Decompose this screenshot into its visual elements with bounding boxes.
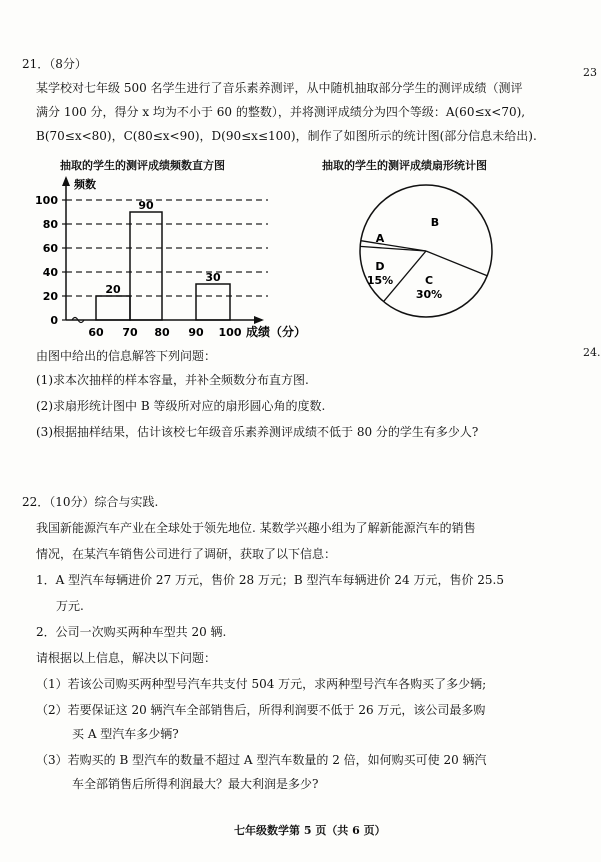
frequency-histogram [0,170,320,345]
pie-slice-boundary [361,241,426,251]
q22-sub3: （3）若购买的 B 型汽车的数量不超过 A 型汽车数量的 2 倍，如何购买可使 20 辆汽 [36,753,487,767]
x-tick-label: 100 [218,326,242,339]
x-tick-label: 70 [122,326,138,339]
y-tick-label: 80 [42,218,58,231]
y-tick-label: 40 [42,266,58,279]
x-axis-label: 成绩（分） [246,325,307,339]
pie-slice-label: A [375,232,385,245]
q22-info1: 1．A 型汽车每辆进价 27 万元，售价 28 万元；B 型汽车每辆进价 24 万元，售价 25.5 [36,573,504,587]
q22-para2: 情况，在某汽车销售公司进行了调研，获取了以下信息： [36,547,337,561]
y-tick-label: 20 [42,290,58,303]
y-tick-label: 100 [35,194,58,207]
y-axis-arrow [62,176,70,186]
q21-intro-line3: B(70≤x<80)，C(80≤x<90)，D(90≤x≤100)，制作了如图所示的统计图(部分信息未给出). [36,129,537,143]
y-axis-label: 频数 [74,178,96,191]
q21-part2: (2)求扇形统计图中 B 等级所对应的扇形圆心角的度数. [36,399,326,413]
y-tick-label: 0 [50,314,58,327]
pie-slice-boundary [360,246,426,251]
bar-value-label: 90 [138,199,154,212]
q21-part3: (3)根据抽样结果，估计该校七年级音乐素养测评成绩不低于 80 分的学生有多少人? [36,425,479,439]
histogram-bar [196,284,230,320]
pie-slice-label: C [424,274,434,287]
histogram-bar [130,212,162,320]
q22-sub2-cont: 买 A 型汽车多少辆? [72,727,179,741]
q22-number: 22．（10分）综合与实践. [22,495,159,509]
pie-slice-boundary [426,251,487,276]
x-tick-label: 90 [188,326,204,339]
bar-value-label: 30 [205,271,221,284]
y-tick-label: 60 [42,242,58,255]
margin-page-number-top: 23 [583,66,597,79]
q21-part1: (1)求本次抽样的样本容量，并补全频数分布直方图. [36,373,309,387]
q21-prompt: 由图中给出的信息解答下列问题： [36,349,217,363]
pie-slice-label: B [430,216,440,229]
pie-slice-percent: 30% [415,288,443,301]
pie-slice-percent: 15% [366,274,394,287]
q22-sub2: （2）若要保证这 20 辆汽车全部销售后，所得利润要不低于 26 万元，该公司最多购 [36,703,486,717]
margin-page-number-mid: 24. [583,346,601,359]
histogram-title: 抽取的学生的测评成绩频数直方图 [60,159,225,172]
q21-intro-line2: 满分 100 分，得分 x 均为不小于 60 的整数），并将测评成绩分为四个等级：A(60≤x<70), [36,105,526,119]
x-tick-label: 60 [88,326,104,339]
q22-para1: 我国新能源汽车产业在全球处于领先地位. 某数学兴趣小组为了解新能源汽车的销售 [36,521,476,535]
x-tick-label: 80 [154,326,170,339]
histogram-bar [96,296,130,320]
q22-info1-cont: 万元. [56,599,84,613]
q22-ask: 请根据以上信息，解决以下问题： [36,651,217,665]
page-footer: 七年级数学第 5 页（共 6 页） [234,824,386,837]
q22-sub3-cont: 车全部销售后所得利润最大？最大利润是多少? [72,777,319,791]
pie-chart [340,178,540,328]
pie-slice-label: D [375,260,385,273]
bar-value-label: 20 [105,283,121,296]
pie-chart-title: 抽取的学生的测评成绩扇形统计图 [322,159,487,172]
q21-number: 21．（8分） [22,57,87,71]
x-axis-arrow [254,316,264,324]
q22-info2: 2．公司一次购买两种车型共 20 辆. [36,625,227,639]
q22-sub1: （1）若该公司购买两种型号汽车共支付 504 万元，求两种型号汽车各购买了多少辆; [36,677,487,691]
q21-intro-line1: 某学校对七年级 500 名学生进行了音乐素养测评，从中随机抽取部分学生的测评成绩（测评 [36,81,523,95]
